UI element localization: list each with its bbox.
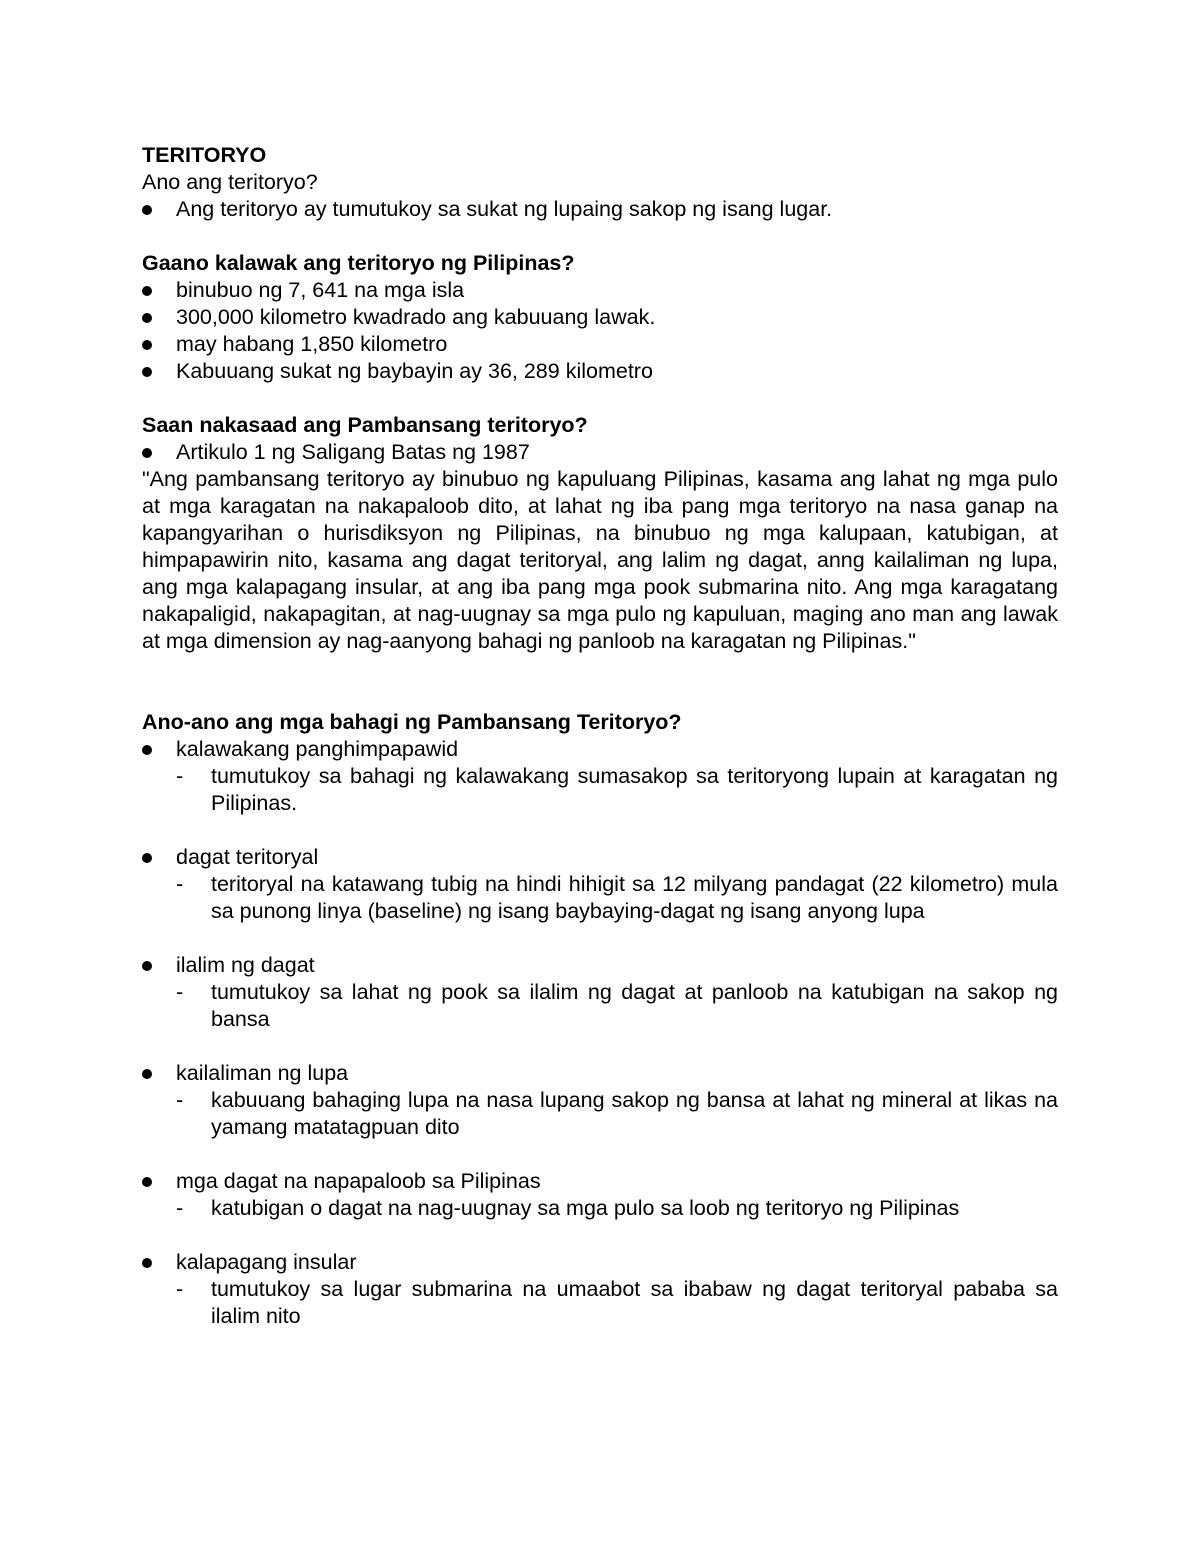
bullet-icon — [142, 313, 152, 323]
list-item — [142, 304, 1058, 331]
section-heading-size: Gaano kalawak ang teritoryo ng Pilipinas? — [142, 251, 575, 275]
list-item — [142, 1249, 1058, 1276]
list-item — [142, 952, 1058, 979]
description-text: tumutukoy sa lahat ng pook sa ilalim ng dagat at panloob na katubigan na sakop ng bansa — [211, 980, 1058, 1031]
bullet-icon — [142, 1258, 152, 1268]
part-description — [142, 1087, 1058, 1141]
dash-marker: - — [176, 1196, 184, 1220]
bullet-icon — [142, 448, 152, 458]
dash-marker: - — [176, 872, 184, 896]
list-item — [142, 196, 1058, 223]
document-page — [142, 142, 1058, 1330]
spacer — [142, 655, 1058, 709]
part-label: kalawakang panghimpapawid — [176, 737, 459, 761]
dash-marker: - — [176, 764, 184, 788]
spacer — [142, 1033, 1058, 1060]
parts-list — [142, 1168, 1058, 1195]
description-text: tumutukoy sa bahagi ng kalawakang sumasakop sa teritoryong lupain at karagatan ng Pilipinas. — [211, 764, 1058, 815]
spacer — [142, 385, 1058, 412]
bullet-icon — [142, 340, 152, 350]
bullet-text: binubuo ng 7, 641 na mga isla — [176, 278, 465, 302]
spacer — [142, 925, 1058, 952]
part-label: ilalim ng dagat — [176, 953, 315, 977]
part-label: kalapagang insular — [176, 1250, 357, 1274]
part-description — [142, 1276, 1058, 1330]
list-item — [142, 1168, 1058, 1195]
bullet-icon — [142, 1069, 152, 1079]
bullet-icon — [142, 367, 152, 377]
bullet-text: may habang 1,850 kilometro — [176, 332, 448, 356]
bullet-icon — [142, 205, 152, 215]
document-title: TERITORYO — [142, 143, 267, 167]
bullet-icon — [142, 286, 152, 296]
parts-list — [142, 736, 1058, 763]
list-item — [142, 277, 1058, 304]
parts-list — [142, 844, 1058, 871]
description-text: katubigan o dagat na nag-uugnay sa mga pulo sa loob ng teritoryo ng Pilipinas — [211, 1196, 960, 1220]
list-item — [142, 331, 1058, 358]
spacer — [142, 1222, 1058, 1249]
section-heading-law: Saan nakasaad ang Pambansang teritoryo? — [142, 413, 588, 437]
description-text: teritoryal na katawang tubig na hindi hihigit sa 12 milyang pandagat (22 kilometro) mula sa punong linya (baseline) ng isang baybaying-dagat ng isang anyong lupa — [211, 872, 1058, 923]
dash-marker: - — [176, 1277, 184, 1301]
bullet-icon — [142, 961, 152, 971]
size-bullet-list — [142, 277, 1058, 385]
bullet-icon — [142, 745, 152, 755]
part-description — [142, 979, 1058, 1033]
parts-list — [142, 1249, 1058, 1276]
part-label: dagat teritoryal — [176, 845, 319, 869]
spacer — [142, 817, 1058, 844]
bullet-text: 300,000 kilometro kwadrado ang kabuuang lawak. — [176, 305, 656, 329]
part-label: kailaliman ng lupa — [176, 1061, 349, 1085]
list-item — [142, 736, 1058, 763]
part-description — [142, 763, 1058, 817]
bullet-text: Artikulo 1 ng Saligang Batas ng 1987 — [176, 440, 530, 464]
spacer — [142, 223, 1058, 250]
list-item — [142, 358, 1058, 385]
parts-list — [142, 1060, 1058, 1087]
constitution-quote: "Ang pambansang teritoryo ay binubuo ng kapuluang Pilipinas, kasama ang lahat ng mga pulo at mga karagatan na nakapaloob dito, at lahat ng iba pang mga teritoryo na nasa ganap na kapangyarihan o hurisdiksyon ng Pilipinas, na binubuo ng mga kalupaan, katubigan, at himpapawirin nito, kasama ang dagat teritoryal, ang lalim ng dagat, anng kailaliman ng lupa, ang mga kalapagang insular, at ang iba pang mga pook submarina nito. Ang mga karagatang nakapaligid, nakapagitan, at nag-uugnay sa mga pulo ng kapuluan, maging ano man ang lawak at mga dimension ay nag-aanyong bahagi ng panloob na karagatan ng Pilipinas." — [142, 467, 1058, 653]
bullet-icon — [142, 853, 152, 863]
bullet-icon — [142, 1177, 152, 1187]
intro-bullet-list — [142, 196, 1058, 223]
dash-marker: - — [176, 980, 184, 1004]
bullet-text: Ang teritoryo ay tumutukoy sa sukat ng lupaing sakop ng isang lugar. — [176, 197, 833, 221]
list-item — [142, 1060, 1058, 1087]
part-description — [142, 871, 1058, 925]
law-bullet-list — [142, 439, 1058, 466]
parts-list — [142, 952, 1058, 979]
list-item — [142, 439, 1058, 466]
description-text: kabuuang bahaging lupa na nasa lupang sakop ng bansa at lahat ng mineral at likas na yamang matatagpuan dito — [211, 1088, 1058, 1139]
part-label: mga dagat na napapaloob sa Pilipinas — [176, 1169, 541, 1193]
dash-marker: - — [176, 1088, 184, 1112]
intro-question: Ano ang teritoryo? — [142, 170, 318, 194]
section-heading-parts: Ano-ano ang mga bahagi ng Pambansang Teritoryo? — [142, 710, 682, 734]
bullet-text: Kabuuang sukat ng baybayin ay 36, 289 kilometro — [176, 359, 653, 383]
description-text: tumutukoy sa lugar submarina na umaabot sa ibabaw ng dagat teritoryal pababa sa ilalim nito — [211, 1277, 1058, 1328]
spacer — [142, 1141, 1058, 1168]
list-item — [142, 844, 1058, 871]
part-description — [142, 1195, 1058, 1222]
